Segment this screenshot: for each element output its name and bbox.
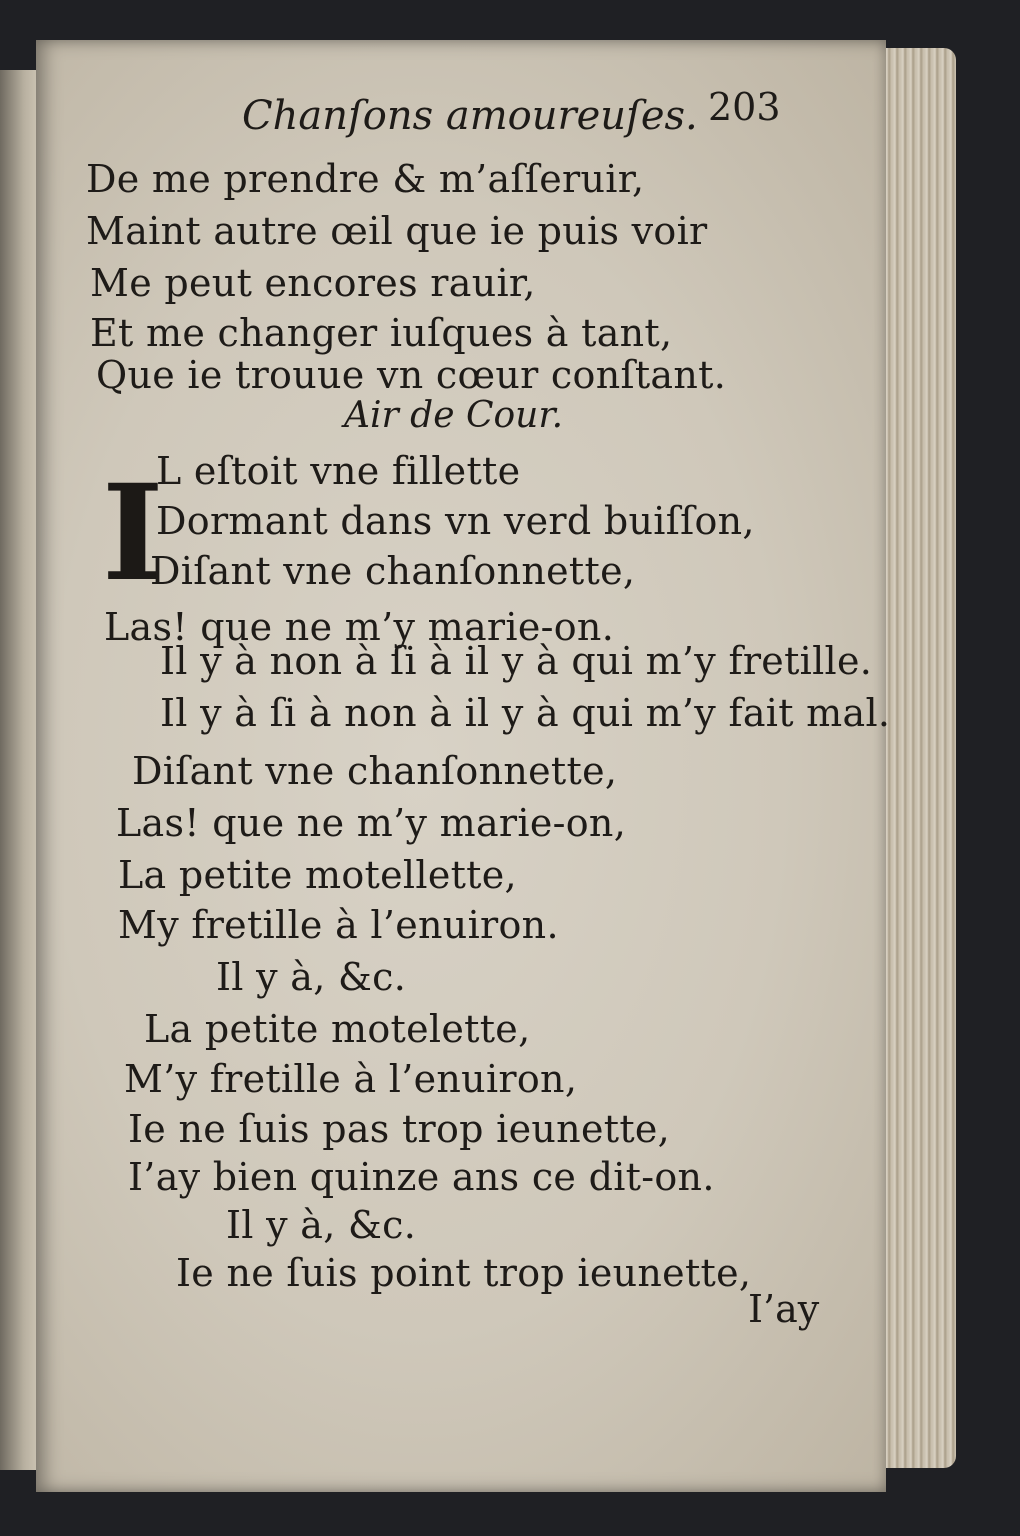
song-line: Ie ne ſuis pas trop ieunette, (128, 1107, 671, 1151)
section-heading: Air de Cour. (344, 395, 564, 436)
song-line: Diſant vne chanſonnette, (132, 749, 618, 793)
song-line: Il y à, &c. (216, 955, 407, 999)
song-line: Il y à ſi à non à il y à qui m’y fait mal. (160, 691, 891, 735)
song-line: La petite motellette, (118, 853, 517, 897)
song-line: My fretille à l’enuiron. (118, 903, 559, 947)
running-title: Chanſons amoureuſes. (242, 93, 698, 139)
page-fore-edges (876, 48, 956, 1468)
facing-page-edge (0, 70, 40, 1470)
song-line: Il y à non à ſi à il y à qui m’y fretille. (160, 639, 873, 683)
song-line: Dormant dans vn verd buiſſon, (156, 499, 755, 543)
catchword: I’ay (748, 1287, 820, 1331)
verse-line: Maint autre œil que ie puis voir (86, 209, 708, 253)
drop-cap: I (102, 456, 164, 611)
song-line: Ie ne ſuis point trop ieunette, (176, 1251, 752, 1295)
song-line: Il y à, &c. (226, 1203, 417, 1247)
song-line: Las! que ne m’y marie-on. (104, 605, 615, 649)
song-line: Diſant vne chanſonnette, (150, 549, 636, 593)
verse-line: Que ie trouue vn cœur conſtant. (96, 353, 727, 397)
verse-line: Et me changer iuſques à tant, (90, 311, 673, 355)
song-line: La petite motelette, (144, 1007, 531, 1051)
page-number: 203 (708, 85, 781, 129)
song-line: M’y fretille à l’enuiron, (124, 1057, 578, 1101)
verse-line: Me peut encores rauir, (90, 261, 536, 305)
song-line: Las! que ne m’y marie-on, (116, 801, 627, 845)
song-line: L eſtoit vne fillette (156, 449, 521, 493)
verse-line: De me prendre & m’aſſeruir, (86, 157, 645, 201)
song-line: I’ay bien quinze ans ce dit-on. (128, 1155, 715, 1199)
